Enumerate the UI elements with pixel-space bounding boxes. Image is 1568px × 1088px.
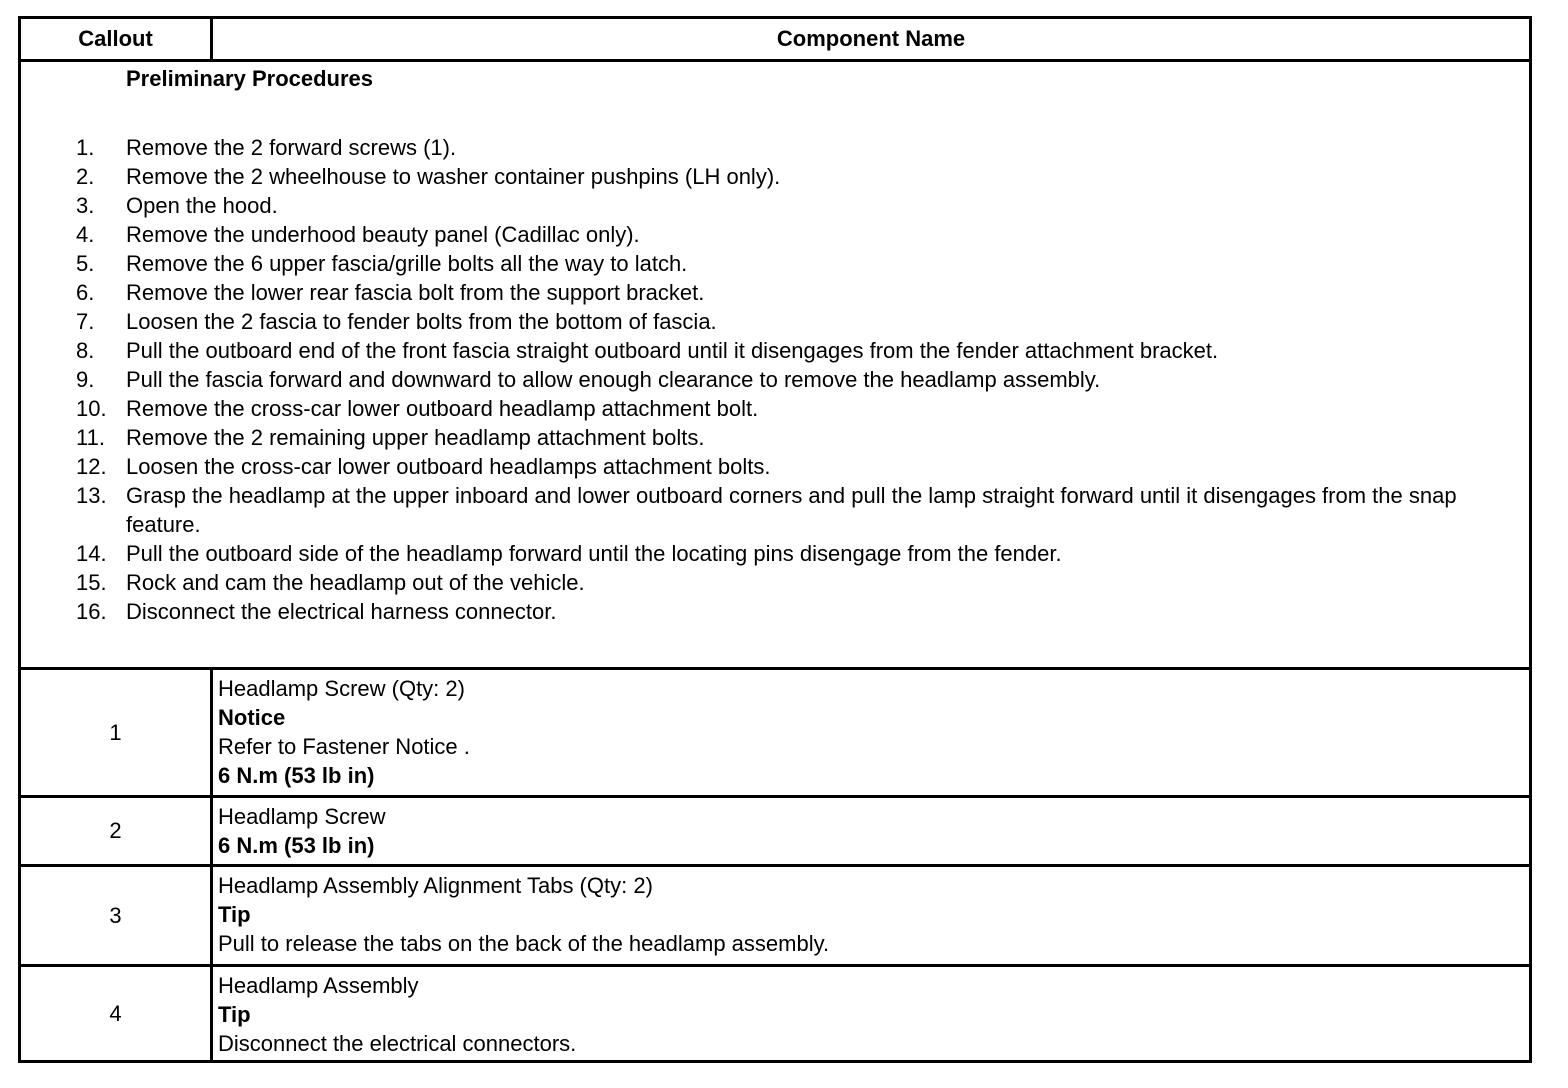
step-number: 16. — [76, 599, 107, 624]
step-number: 3. — [76, 193, 95, 218]
component-line: Headlamp Screw (Qty: 2) — [218, 676, 465, 701]
step-text: Grasp the headlamp at the upper inboard and lower outboard corners and pull the lamp straight forward until it disengages from the snap feature. — [126, 483, 1457, 537]
header-callout — [18, 16, 213, 62]
step-text: Remove the 2 remaining upper headlamp attachment bolts. — [126, 425, 705, 450]
callout-number: 1 — [109, 719, 122, 745]
step-number: 15. — [76, 570, 107, 595]
step-item — [21, 133, 1501, 162]
component-line: 6 N.m (53 lb in) — [218, 763, 375, 788]
header-component-label: Component Name — [776, 26, 966, 51]
step-item — [21, 452, 1501, 481]
step-text: Remove the 2 forward screws (1). — [126, 135, 457, 160]
step-number: 14. — [76, 541, 107, 566]
component-line: 6 N.m (53 lb in) — [218, 833, 375, 858]
step-text: Loosen the 2 fascia to fender bolts from the bottom of fascia. — [126, 309, 717, 334]
step-text: Remove the underhood beauty panel (Cadillac only). — [126, 222, 640, 247]
step-text: Disconnect the electrical harness connector. — [126, 599, 557, 624]
step-text: Open the hood. — [126, 193, 278, 218]
component-cell — [210, 964, 1532, 1063]
step-item — [21, 220, 1501, 249]
step-item — [21, 336, 1501, 365]
step-number: 9. — [76, 367, 95, 392]
component-line: Notice — [218, 705, 286, 730]
callout-cell — [18, 964, 213, 1063]
step-number: 8. — [76, 338, 95, 363]
component-line: Headlamp Assembly — [218, 973, 419, 998]
step-number: 6. — [76, 280, 95, 305]
step-text: Remove the cross-car lower outboard headlamp attachment bolt. — [126, 396, 759, 421]
step-text: Pull the outboard side of the headlamp forward until the locating pins disengage from the fender. — [126, 541, 1062, 566]
step-item — [21, 249, 1501, 278]
step-number: 12. — [76, 454, 107, 479]
step-item — [21, 278, 1501, 307]
component-cell — [210, 864, 1532, 967]
step-item — [21, 365, 1501, 394]
callout-number: 2 — [109, 818, 122, 843]
component-line: Headlamp Assembly Alignment Tabs (Qty: 2) — [218, 873, 653, 898]
step-text: Remove the 6 upper fascia/grille bolts all the way to latch. — [126, 251, 688, 276]
callout-number: 3 — [109, 902, 122, 928]
component-line: Tip — [218, 902, 251, 927]
step-number: 10. — [76, 396, 107, 421]
step-number: 2. — [76, 164, 95, 189]
step-number: 5. — [76, 251, 95, 276]
step-item — [21, 481, 1501, 539]
step-text: Loosen the cross-car lower outboard headlamps attachment bolts. — [126, 454, 771, 479]
callout-cell — [18, 795, 213, 867]
step-number: 7. — [76, 309, 95, 334]
step-text: Rock and cam the headlamp out of the vehicle. — [126, 570, 585, 595]
step-number: 4. — [76, 222, 95, 247]
step-item — [21, 423, 1501, 452]
step-text: Remove the 2 wheelhouse to washer container pushpins (LH only). — [126, 164, 781, 189]
component-line: Refer to Fastener Notice . — [218, 734, 470, 759]
component-line: Headlamp Screw — [218, 804, 386, 829]
step-item — [21, 307, 1501, 336]
step-text: Pull the fascia forward and downward to allow enough clearance to remove the headlamp assembly. — [126, 367, 1101, 392]
step-number: 1. — [76, 135, 95, 160]
component-cell — [210, 795, 1532, 867]
header-component-name — [210, 16, 1532, 62]
callout-cell — [18, 667, 213, 798]
component-line: Tip — [218, 1002, 251, 1027]
step-item — [21, 394, 1501, 423]
step-item — [21, 539, 1501, 568]
step-number: 11. — [76, 425, 105, 450]
step-text: Remove the lower rear fascia bolt from the support bracket. — [126, 280, 705, 305]
component-line: Pull to release the tabs on the back of the headlamp assembly. — [218, 931, 830, 956]
step-text: Pull the outboard end of the front fascia straight outboard until it disengages from the fender attachment bracket. — [126, 338, 1219, 363]
step-item — [21, 568, 1501, 597]
component-cell — [210, 667, 1532, 798]
callout-cell — [18, 864, 213, 967]
step-item — [21, 191, 1501, 220]
step-number: 13. — [76, 483, 107, 508]
callout-number: 4 — [109, 1000, 122, 1026]
preliminary-procedures — [18, 58, 1532, 669]
header-callout-label: Callout — [78, 26, 153, 51]
step-item — [21, 597, 1501, 626]
component-line: Disconnect the electrical connectors. — [218, 1031, 577, 1056]
step-item — [21, 162, 1501, 191]
steps-list — [21, 133, 1501, 626]
preliminary-title: Preliminary Procedures — [126, 66, 374, 91]
